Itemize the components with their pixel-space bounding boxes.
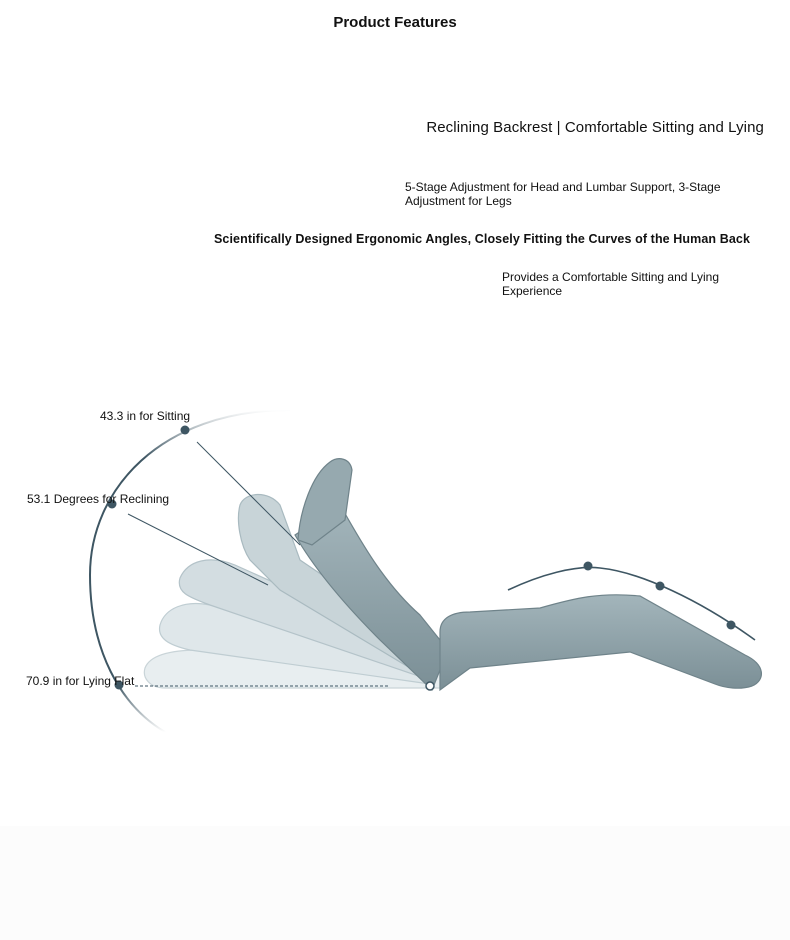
curve-dot-1 [584,562,593,571]
curve-dot-3 [727,621,736,630]
page-title: Product Features [333,14,457,31]
dimension-reclining: 53.1 Degrees for Reclining [27,492,170,506]
chair-seat [440,595,761,690]
dimension-lying: 70.9 in for Lying Flat [26,674,135,688]
hinge-icon [426,682,434,690]
feature-headline: Reclining Backrest | Comfortable Sitting and Lying [426,119,764,136]
curve-dot-2 [656,582,665,591]
dimension-sitting: 43.3 in for Sitting [100,409,191,423]
feature-comfort: Provides a Comfortable Sitting and Lying Experience [502,270,720,298]
feature-ergonomic: Scientifically Designed Ergonomic Angles, Closely Fitting the Curves of the Human Back [214,232,751,246]
pointer-dot-sitting [181,426,190,435]
bottom-band [0,826,790,940]
feature-adjustment: 5-Stage Adjustment for Head and Lumbar Support, 3-Stage Adjustment for Legs [405,180,721,208]
